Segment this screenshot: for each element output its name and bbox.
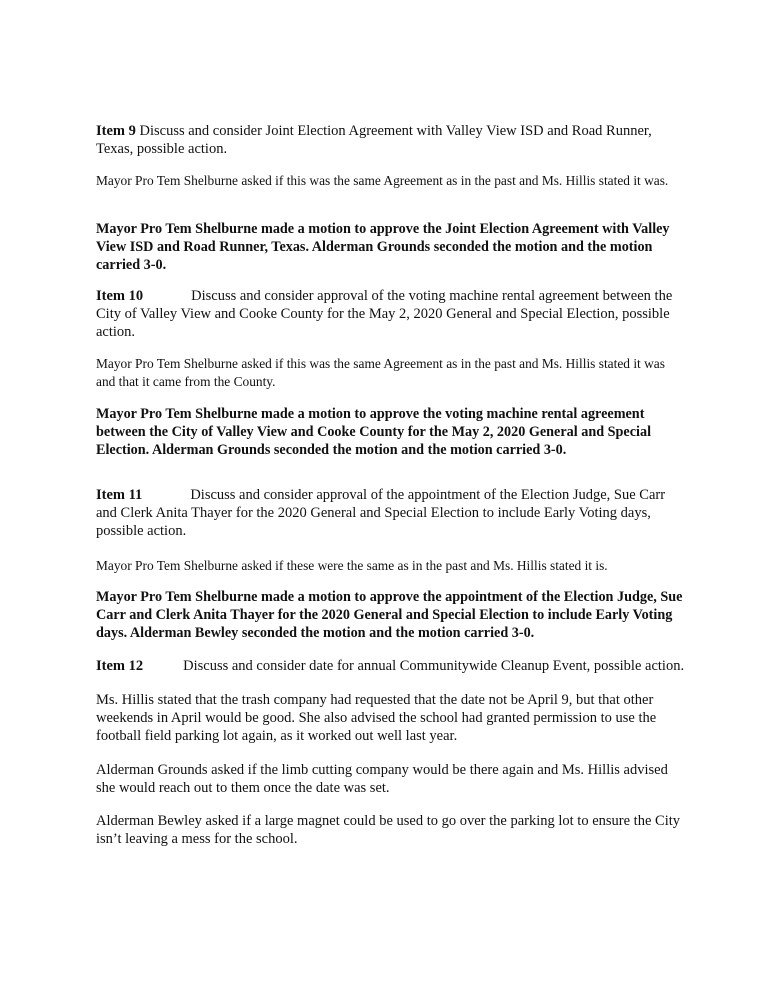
hillis-statement: Ms. Hillis stated that the trash company had requested that the date not be April 9, but that other weekends in April would be good. She also advised the school had granted permission to use the football field parking lot again, as it worked out well last year. bbox=[96, 692, 657, 744]
item-9-paragraph bbox=[96, 122, 686, 158]
item-10-text: Discuss and consider approval of the voting machine rental agreement between the City of Valley View and Cooke County for the May 2, 2020 General and Special Election, possible action. bbox=[96, 288, 673, 340]
item-10-label: Item 10 bbox=[96, 288, 144, 304]
item-12-text: Discuss and consider date for annual Communitywide Cleanup Event, possible action. bbox=[183, 658, 685, 674]
item-9-text: Discuss and consider Joint Election Agreement with Valley View ISD and Road Runner, Texas, possible action. bbox=[96, 123, 652, 157]
shelburne-question-2: Mayor Pro Tem Shelburne asked if this was the same Agreement as in the past and Ms. Hillis stated it was and that it came from the County. bbox=[96, 356, 665, 389]
item-10-paragraph bbox=[96, 287, 686, 341]
bewley-question: Alderman Bewley asked if a large magnet could be used to go over the parking lot to ensure the City isn’t leaving a mess for the school. bbox=[96, 813, 681, 847]
item-9-label: Item 9 bbox=[96, 123, 136, 139]
shelburne-question-3: Mayor Pro Tem Shelburne asked if these were the same as in the past and Ms. Hillis stated it is. bbox=[96, 558, 608, 573]
motion-election-judge: Mayor Pro Tem Shelburne made a motion to approve the appointment of the Election Judge, Sue Carr and Clerk Anita Thayer for the 2020 General and Special Election to include Early Voting days. Alderman Bewley seconded the motion and the motion carried 3-0. bbox=[96, 589, 683, 641]
item-11-text: Discuss and consider approval of the appointment of the Election Judge, Sue Carr and Clerk Anita Thayer for the 2020 General and Special Election to include Early Voting days, possible action. bbox=[96, 487, 666, 539]
grounds-question: Alderman Grounds asked if the limb cutting company would be there again and Ms. Hillis advised she would reach out to them once the date was set. bbox=[96, 762, 668, 796]
item-12-paragraph bbox=[96, 657, 686, 675]
motion-voting-machine: Mayor Pro Tem Shelburne made a motion to approve the voting machine rental agreement between the City of Valley View and Cooke County for the May 2, 2020 General and Special Election. Alderman Grounds seconded the motion and the motion carried 3-0. bbox=[96, 406, 652, 458]
item-12-label: Item 12 bbox=[96, 658, 144, 674]
item-11-label: Item 11 bbox=[96, 487, 143, 503]
motion-joint-election: Mayor Pro Tem Shelburne made a motion to approve the Joint Election Agreement with Valley View ISD and Road Runner, Texas. Alderman Grounds seconded the motion and the motion carried 3-0. bbox=[96, 221, 670, 273]
shelburne-question-1: Mayor Pro Tem Shelburne asked if this was the same Agreement as in the past and Ms. Hillis stated it was. bbox=[96, 173, 669, 188]
item-11-paragraph bbox=[96, 486, 686, 540]
